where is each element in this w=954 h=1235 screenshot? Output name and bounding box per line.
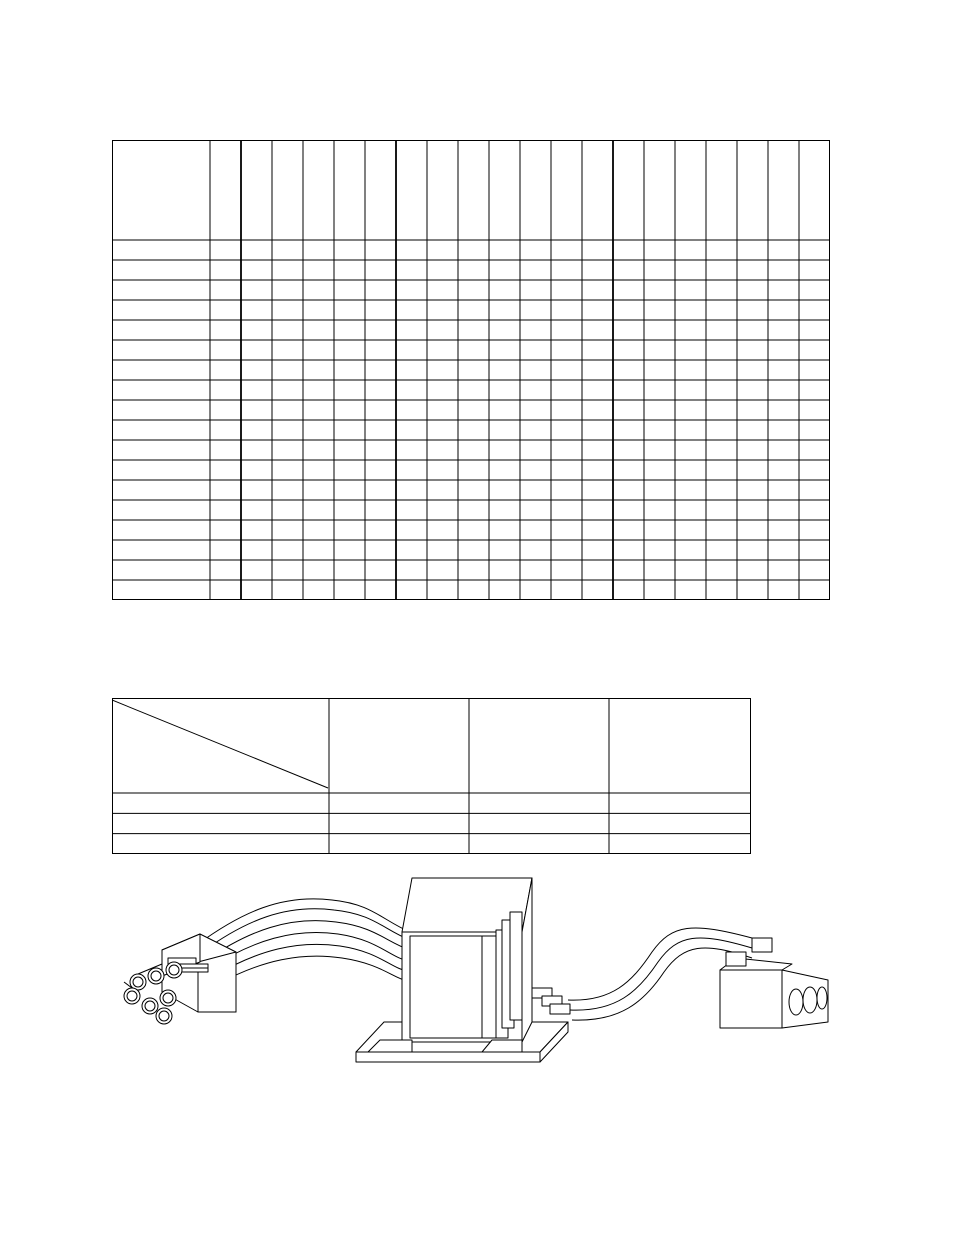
spec-table [112, 698, 751, 854]
transformer-cable-assembly-icon [112, 872, 832, 1068]
table-border [113, 141, 830, 600]
table-border [113, 699, 751, 854]
wiring-grid-table [112, 140, 830, 600]
six-pin-connector-icon [124, 934, 236, 1024]
three-pin-connector-icon [720, 938, 828, 1028]
diagonal-header-divider [112, 700, 328, 788]
